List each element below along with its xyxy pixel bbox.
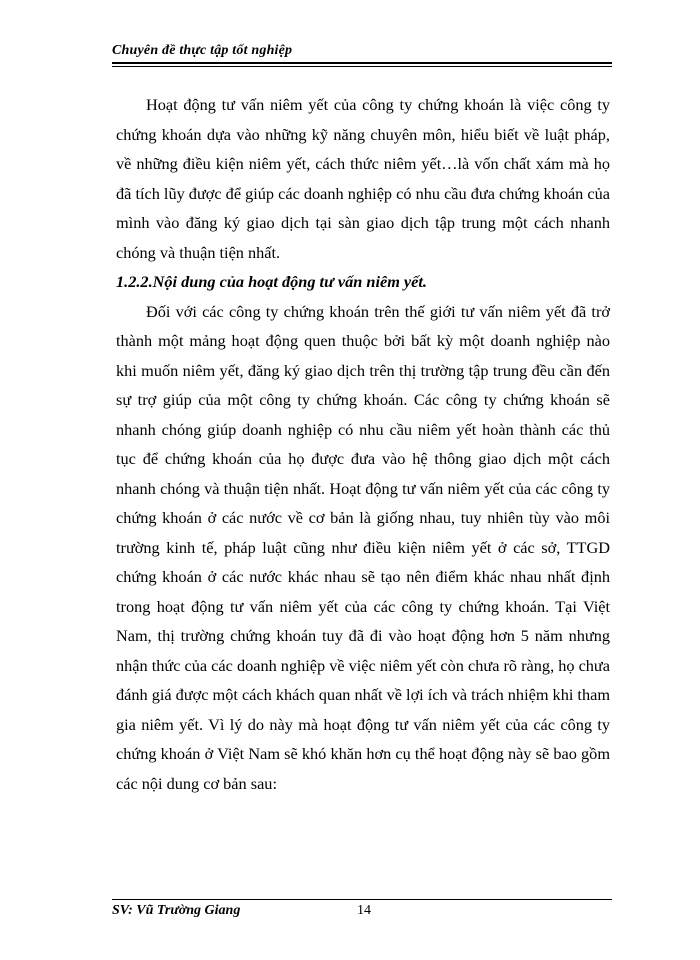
footer-author: SV: Vũ Trường Giang <box>112 903 241 918</box>
document-body <box>116 90 610 798</box>
footer-rule <box>112 899 612 900</box>
page-number: 14 <box>357 903 371 918</box>
page-header <box>112 43 612 67</box>
header-rule <box>112 62 612 64</box>
header-rule-thin <box>112 66 612 67</box>
page-footer <box>112 899 612 939</box>
paragraph-content: Đối với các công ty chứng khoán trên thế giới tư vấn niêm yết đã trở thành một mảng hoạt động quen thuộc bởi bất kỳ một doanh nghiệp nào khi muốn niêm yết, đăng ký giao dịch trên thị trường tập trung đều cần đến sự trợ giúp của một công ty chứng khoán. Các công ty chứng khoán sẽ nhanh chóng giúp doanh nghiệp có nhu cầu niêm yết hoàn thành các thủ tục để chứng khoán của họ được đưa vào hệ thông giao dịch một cách nhanh chóng và thuận tiện nhất. Hoạt động tư vấn niêm yết của các công ty chứng khoán ở các nước về cơ bản là giống nhau, tuy nhiên tùy vào môi trường kinh tế, pháp luật cũng như điều kiện niêm yết ở các sở, TTGD chứng khoán ở các nước khác nhau sẽ tạo nên điểm khác nhau nhất định trong hoạt động tư vấn niêm yết của các công ty chứng khoán. Tại Việt Nam, thị trường chứng khoán tuy đã đi vào hoạt động hơn 5 năm nhưng nhận thức của các doanh nghiệp về việc niêm yết còn chưa rõ ràng, họ chưa đánh giá được một cách khách quan nhất về lợi ích và trách nhiệm khi tham gia niêm yết. Vì lý do này mà hoạt động tư vấn niêm yết của các công ty chứng khoán ở Việt Nam sẽ khó khăn hơn cụ thể hoạt động này sẽ bao gồm các nội dung cơ bản sau: <box>116 301 610 793</box>
section-heading: 1.2.2.Nội dung của hoạt động tư vấn niêm yết. <box>116 272 427 291</box>
header-title: Chuyên đề thực tập tốt nghiệp <box>112 43 293 58</box>
paragraph-intro: Hoạt động tư vấn niêm yết của công ty chứng khoán là việc công ty chứng khoán dựa vào những kỹ năng chuyên môn, hiểu biết về luật pháp, về những điều kiện niêm yết, cách thức niêm yết…là vốn chất xám mà họ đã tích lũy được để giúp các doanh nghiệp có nhu cầu đưa chứng khoán của mình vào đăng ký giao dịch tại sàn giao dịch tập trung một cách nhanh chóng và thuận tiện nhất. <box>116 95 610 262</box>
